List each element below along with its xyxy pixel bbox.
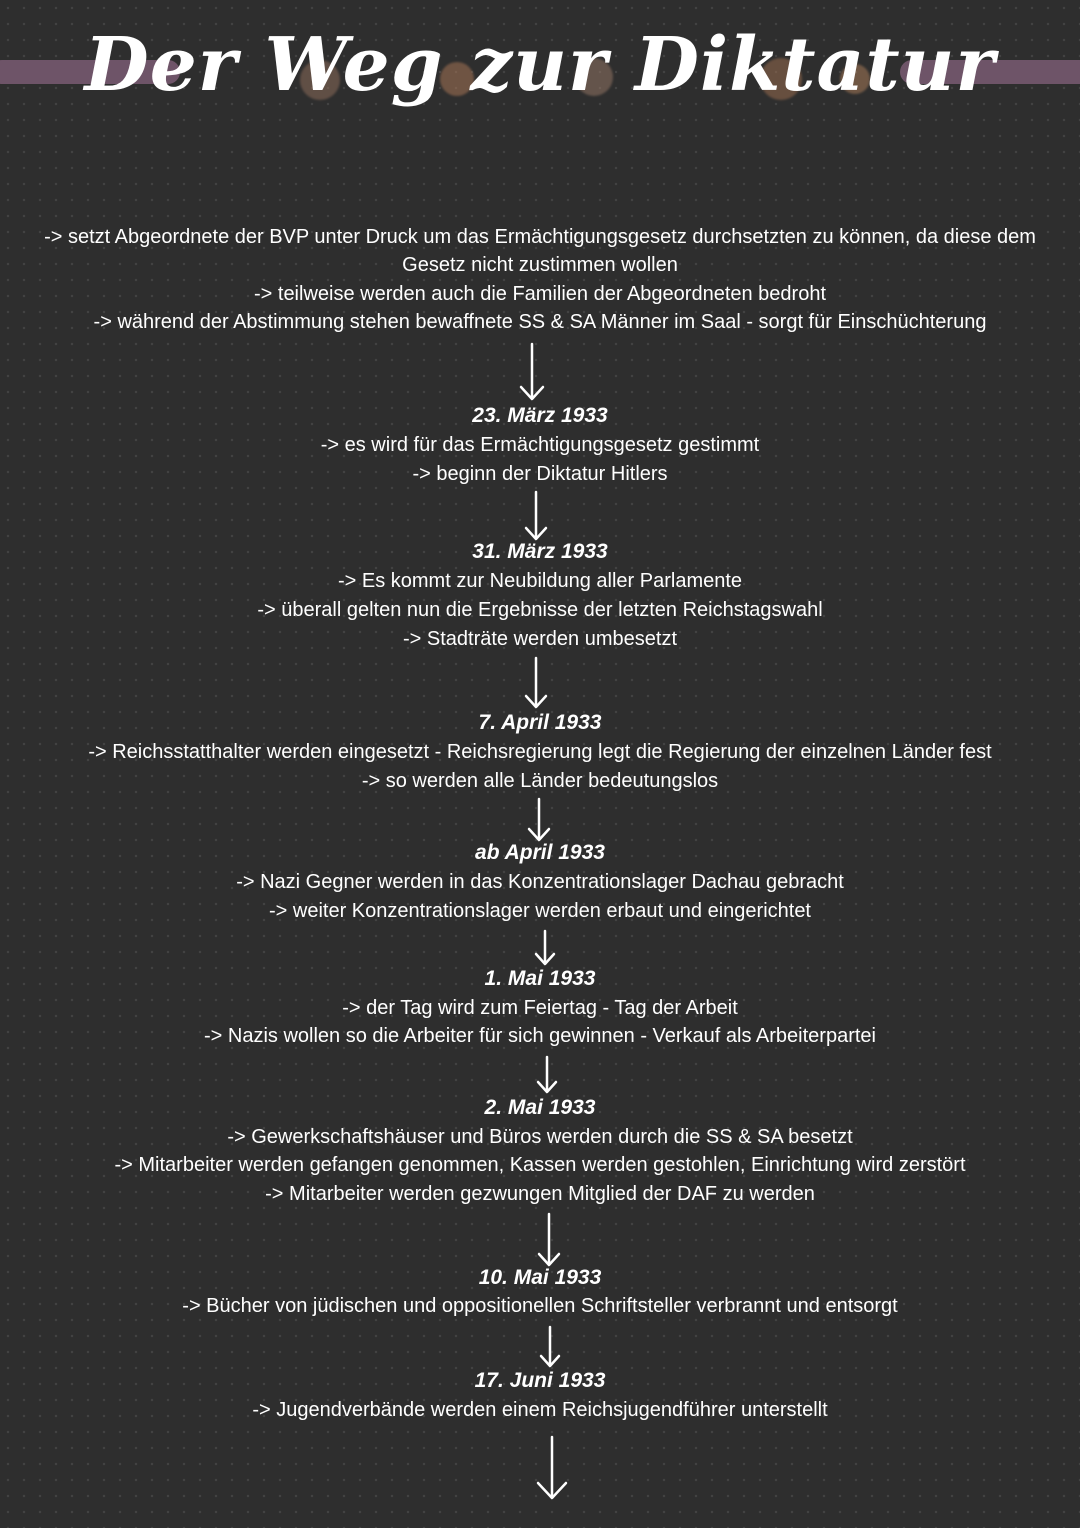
down-arrow-icon (529, 1212, 569, 1272)
event-date: ab April 1933 (475, 841, 605, 864)
intro-line: -> teilweise werden auch die Familien der Abgeordneten bedroht (253, 283, 827, 305)
event-date: 7. April 1933 (478, 711, 602, 734)
down-arrow-icon (512, 342, 552, 402)
event-line: -> Mitarbeiter werden gezwungen Mitglied der DAF zu werden (265, 1183, 815, 1205)
event-line: -> Gewerkschaftshäuser und Büros werden durch die SS & SA besetzt (227, 1126, 853, 1148)
event-line: -> Reichsstatthalter werden eingesetzt - Reichsregierung legt die Regierung der einzelnen Länder fest (88, 741, 992, 763)
down-arrow-icon (532, 1435, 572, 1495)
event-date: 23. März 1933 (472, 404, 608, 427)
intro-line: Gesetz nicht zustimmen wollen (402, 254, 678, 276)
event-line: -> der Tag wird zum Feiertag - Tag der Arbeit (342, 997, 738, 1019)
event-line: -> Es kommt zur Neubildung aller Parlamente (337, 570, 743, 592)
event-line: -> weiter Konzentrationslager werden erbaut und eingerichtet (269, 900, 811, 922)
intro-line: -> während der Abstimmung stehen bewaffnete SS & SA Männer im Saal - sorgt für Einschüchterung (93, 311, 987, 333)
event-line: -> es wird für das Ermächtigungsgesetz gestimmt (320, 434, 760, 456)
event-line: -> Bücher von jüdischen und oppositionellen Schriftsteller verbrannt und entsorgt (182, 1295, 898, 1317)
event-line: -> Nazi Gegner werden in das Konzentrationslager Dachau gebracht (236, 871, 844, 893)
event-date: 10. Mai 1933 (478, 1266, 602, 1289)
event-line: -> Stadträte werden umbesetzt (402, 628, 678, 650)
event-line: -> beginn der Diktatur Hitlers (412, 463, 668, 485)
page-title: Der Weg zur Diktatur (84, 22, 996, 108)
event-date: 31. März 1933 (472, 540, 608, 563)
event-line: -> Nazis wollen so die Arbeiter für sich gewinnen - Verkauf als Arbeiterpartei (203, 1025, 876, 1047)
event-line: -> Jugendverbände werden einem Reichsjugendführer unterstellt (252, 1399, 828, 1421)
down-arrow-icon (516, 656, 556, 716)
event-line: -> so werden alle Länder bedeutungslos (361, 770, 719, 792)
intro-line: -> setzt Abgeordnete der BVP unter Druck um das Ermächtigungsgesetz durchsetzten zu können, da diese dem (44, 226, 1036, 248)
event-date: 1. Mai 1933 (484, 967, 596, 990)
event-line: -> überall gelten nun die Ergebnisse der letzten Reichstagswahl (257, 599, 823, 621)
event-date: 17. Juni 1933 (474, 1369, 606, 1392)
event-line: -> Mitarbeiter werden gefangen genommen, Kassen werden gestohlen, Einrichtung wird zerstört (114, 1154, 966, 1176)
event-date: 2. Mai 1933 (484, 1096, 596, 1119)
